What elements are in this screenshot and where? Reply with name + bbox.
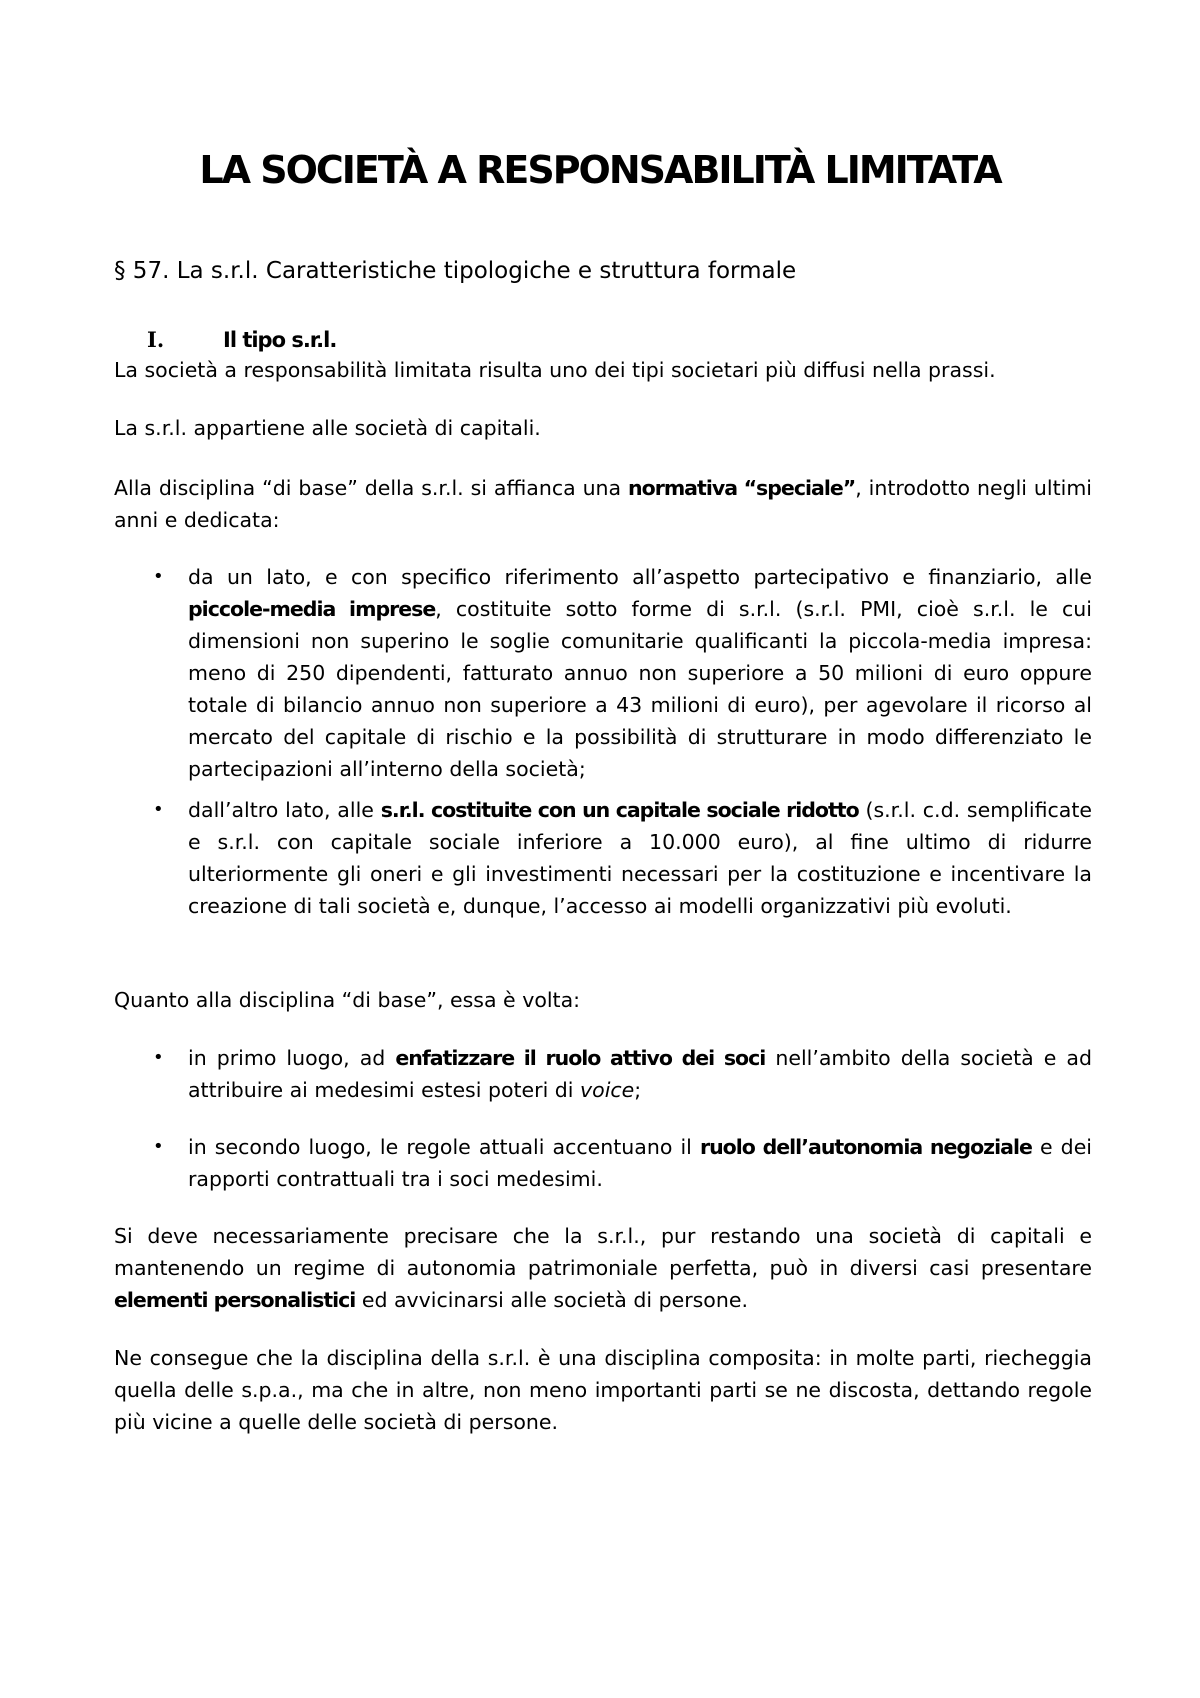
paragraph-3-text: Alla disciplina “di base” della s.r.l. si affianca una	[114, 476, 629, 500]
subheading-number: I.	[147, 327, 165, 352]
bullet-icon: •	[153, 566, 164, 587]
list-item-text-mid: nell’ambito della società e ad attribuire ai medesimi estesi poteri di	[188, 1046, 1092, 1102]
list-item	[114, 794, 1092, 922]
paragraph-4: Quanto alla disciplina “di base”, essa è volta:	[114, 988, 581, 1012]
list-item-text-end: ;	[634, 1078, 642, 1102]
special-rules-list-2	[114, 794, 1092, 922]
paragraph-6: Ne consegue che la disciplina della s.r.l. è una disciplina composita: in molte parti, riecheggia quella delle s.p.a., ma che in altre, non meno importanti parti se ne discosta, dettando regole più vicine a quelle delle società di persone.	[114, 1346, 1092, 1434]
base-rules-list	[114, 1042, 1092, 1106]
list-item-text: in primo luogo, ad	[188, 1046, 396, 1070]
document-title: LA SOCIETÀ A RESPONSABILITÀ LIMITATA	[199, 148, 1001, 192]
subheading-text: Il tipo s.r.l.	[223, 328, 337, 352]
bullet-icon: •	[153, 799, 164, 820]
paragraph-5-text: Si deve necessariamente precisare che la s.r.l., pur restando una società di capitali e mantenendo un regime di autonomia patrimoniale perfetta, può in diversi casi presentare	[114, 1224, 1092, 1280]
list-item-emphasis: s.r.l. costituite con un capitale sociale ridotto	[380, 798, 859, 822]
paragraph-5-emphasis: elementi personalistici	[114, 1288, 356, 1312]
list-item	[114, 561, 1092, 785]
paragraph-5-text-end: ed avvicinarsi alle società di persone.	[355, 1288, 748, 1312]
list-item-text-end: (s.r.l. c.d. semplificate e s.r.l. con capitale sociale inferiore a 10.000 euro), al fine ultimo di ridurre ulteriormente gli oneri e gli investimenti necessari per la costituzione e incentivare la creazione di tali società e, dunque, l’accesso ai modelli organizzativi più evoluti.	[188, 798, 1092, 918]
list-item-emphasis: piccole-media imprese	[188, 597, 436, 621]
section-heading: § 57. La s.r.l. Caratteristiche tipologiche e struttura formale	[114, 258, 797, 284]
subheading	[147, 327, 336, 352]
base-rules-list-2	[114, 1131, 1092, 1195]
paragraph-5	[114, 1220, 1092, 1316]
list-item-emphasis: enfatizzare il ruolo attivo dei soci	[395, 1046, 766, 1070]
paragraph-1: La società a responsabilità limitata risulta uno dei tipi societari più diffusi nella prassi.	[114, 358, 996, 382]
list-item	[114, 1131, 1092, 1195]
list-item-text-end: e dei rapporti contrattuali tra i soci medesimi.	[188, 1135, 1093, 1191]
list-item-text: in secondo luogo, le regole attuali accentuano il	[188, 1135, 700, 1159]
list-item-text: dall’altro lato, alle	[188, 798, 381, 822]
list-item-text: da un lato, e con specifico riferimento all’aspetto partecipativo e finanziario, alle	[188, 565, 1092, 589]
list-item-italic: voice	[580, 1078, 635, 1102]
paragraph-3-text-end: , introdotto negli ultimi anni e dedicata:	[114, 476, 1092, 532]
special-rules-list	[114, 561, 1092, 785]
list-item	[114, 1042, 1092, 1106]
paragraph-3-emphasis: normativa “speciale”	[628, 476, 856, 500]
bullet-icon: •	[153, 1136, 164, 1157]
list-item-text-end: , costituite sotto forme di s.r.l. (s.r.l. PMI, cioè s.r.l. le cui dimensioni non superino le soglie comunitarie qualificanti la piccola-media impresa: meno di 250 dipendenti, fatturato annuo non superiore a 50 milioni di euro oppure totale di bilancio annuo non superiore a 43 milioni di euro), per agevolare il ricorso al mercato del capitale di rischio e la possibilità di strutturare in modo differenziato le partecipazioni all’interno della società;	[188, 597, 1092, 781]
paragraph-2: La s.r.l. appartiene alle società di capitali.	[114, 416, 541, 440]
bullet-icon: •	[153, 1047, 164, 1068]
list-item-emphasis: ruolo dell’autonomia negoziale	[699, 1135, 1032, 1159]
paragraph-3	[114, 472, 1092, 536]
